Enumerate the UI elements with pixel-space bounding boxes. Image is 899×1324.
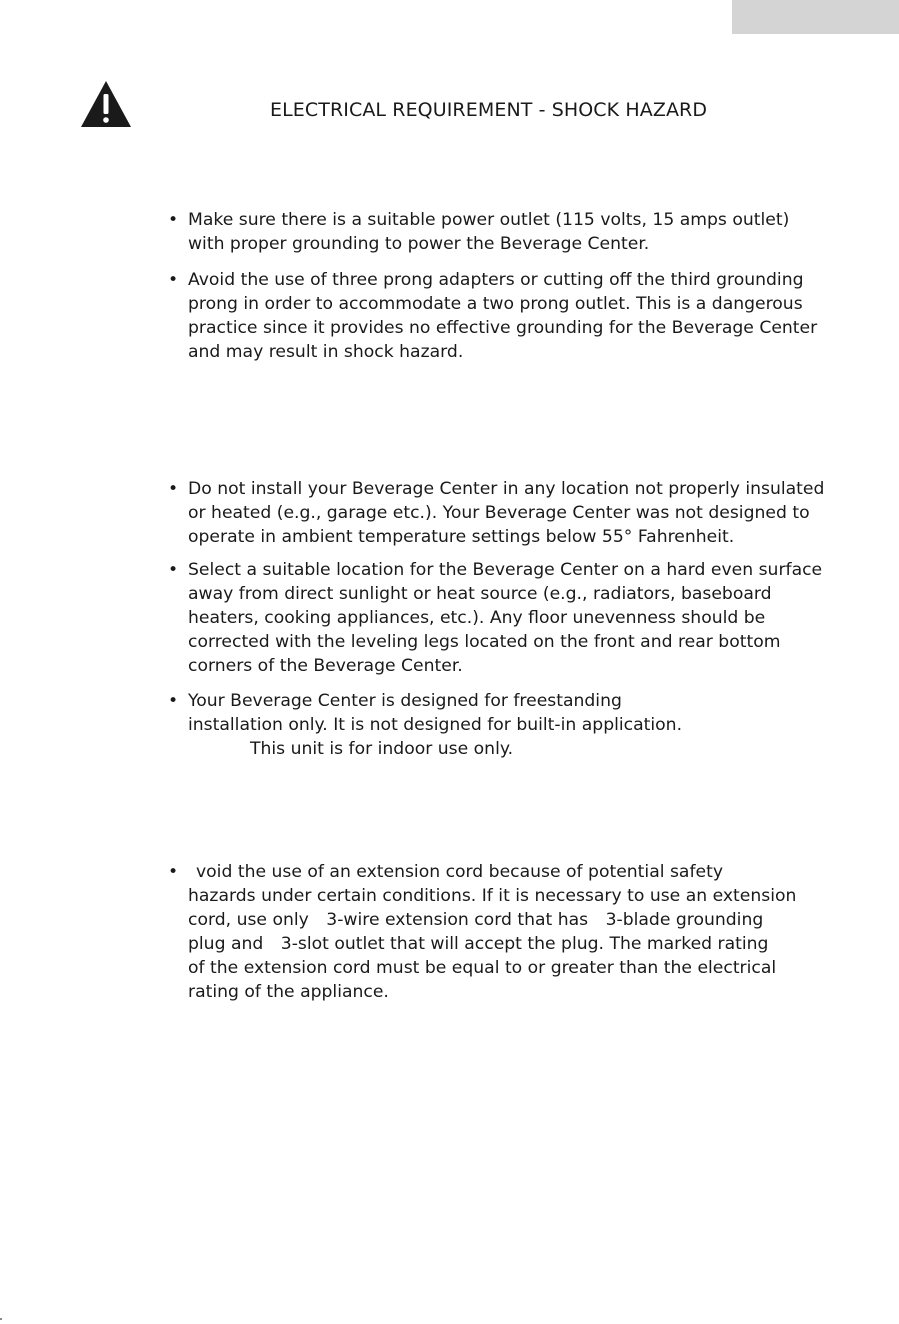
bullet-freestanding bbox=[168, 689, 848, 761]
bullet-prong-adapters bbox=[168, 268, 848, 364]
bullet-line: away from direct sunlight or heat source (e.g., radiators, baseboard bbox=[188, 584, 772, 604]
bullet-extension-cord bbox=[168, 860, 848, 1004]
bullet-line: prong in order to accommodate a two prong outlet. This is a dangerous bbox=[188, 294, 803, 314]
bullet-line: void the use of an extension cord because of potential safety bbox=[196, 862, 723, 882]
bullet-line: with proper grounding to power the Beverage Center. bbox=[188, 234, 650, 254]
bullet-line: hazards under certain conditions. If it is necessary to use an extension bbox=[188, 886, 797, 906]
bullet-dot: • bbox=[168, 691, 179, 711]
bullet-text: 3-slot outlet that will accept the plug. The marked rating bbox=[280, 934, 769, 954]
bullet-line bbox=[168, 908, 848, 932]
bullet-line: corrected with the leveling legs located on the front and rear bottom bbox=[188, 632, 781, 652]
bullet-dot: • bbox=[168, 560, 179, 580]
bullet-line: This unit is for indoor use only. bbox=[250, 739, 514, 759]
bullet-text: 3-wire extension cord that has bbox=[326, 910, 589, 930]
bullet-line bbox=[168, 932, 848, 956]
section-heading: ELECTRICAL REQUIREMENT - SHOCK HAZARD bbox=[270, 99, 708, 121]
bullet-dot: • bbox=[168, 862, 179, 882]
bullet-line: operate in ambient temperature settings below 55° Fahrenheit. bbox=[188, 527, 735, 547]
page-corner-tab bbox=[732, 0, 899, 34]
bullet-line: installation only. It is not designed for built-in application. bbox=[188, 715, 683, 735]
bullet-dot: • bbox=[168, 210, 179, 230]
bullet-line: Your Beverage Center is designed for freestanding bbox=[188, 691, 622, 711]
bullet-line: Do not install your Beverage Center in any location not properly insulated bbox=[188, 479, 825, 499]
bullet-dot: • bbox=[168, 270, 179, 290]
bullet-select-location bbox=[168, 558, 848, 678]
bullet-line: of the extension cord must be equal to or greater than the electrical bbox=[188, 958, 777, 978]
bullet-install-location bbox=[168, 477, 848, 549]
bullet-line: rating of the appliance. bbox=[188, 982, 389, 1002]
bullet-line: Make sure there is a suitable power outlet (115 volts, 15 amps outlet) bbox=[188, 210, 790, 230]
page-edge-mark bbox=[0, 1318, 2, 1320]
bullet-line: Avoid the use of three prong adapters or cutting off the third grounding bbox=[188, 270, 804, 290]
bullet-line: practice since it provides no effective grounding for the Beverage Center bbox=[188, 318, 818, 338]
bullet-power-outlet bbox=[168, 208, 848, 256]
bullet-text: 3-blade grounding bbox=[605, 910, 764, 930]
bullet-line: and may result in shock hazard. bbox=[188, 342, 464, 362]
warning-triangle-icon bbox=[80, 80, 132, 128]
bullet-text: cord, use only bbox=[188, 910, 309, 930]
bullet-text: plug and bbox=[188, 934, 264, 954]
bullet-line: or heated (e.g., garage etc.). Your Beverage Center was not designed to bbox=[188, 503, 810, 523]
bullet-line: heaters, cooking appliances, etc.). Any floor unevenness should be bbox=[188, 608, 766, 628]
bullet-line: corners of the Beverage Center. bbox=[188, 656, 463, 676]
bullet-line: Select a suitable location for the Beverage Center on a hard even surface bbox=[188, 560, 823, 580]
bullet-dot: • bbox=[168, 479, 179, 499]
